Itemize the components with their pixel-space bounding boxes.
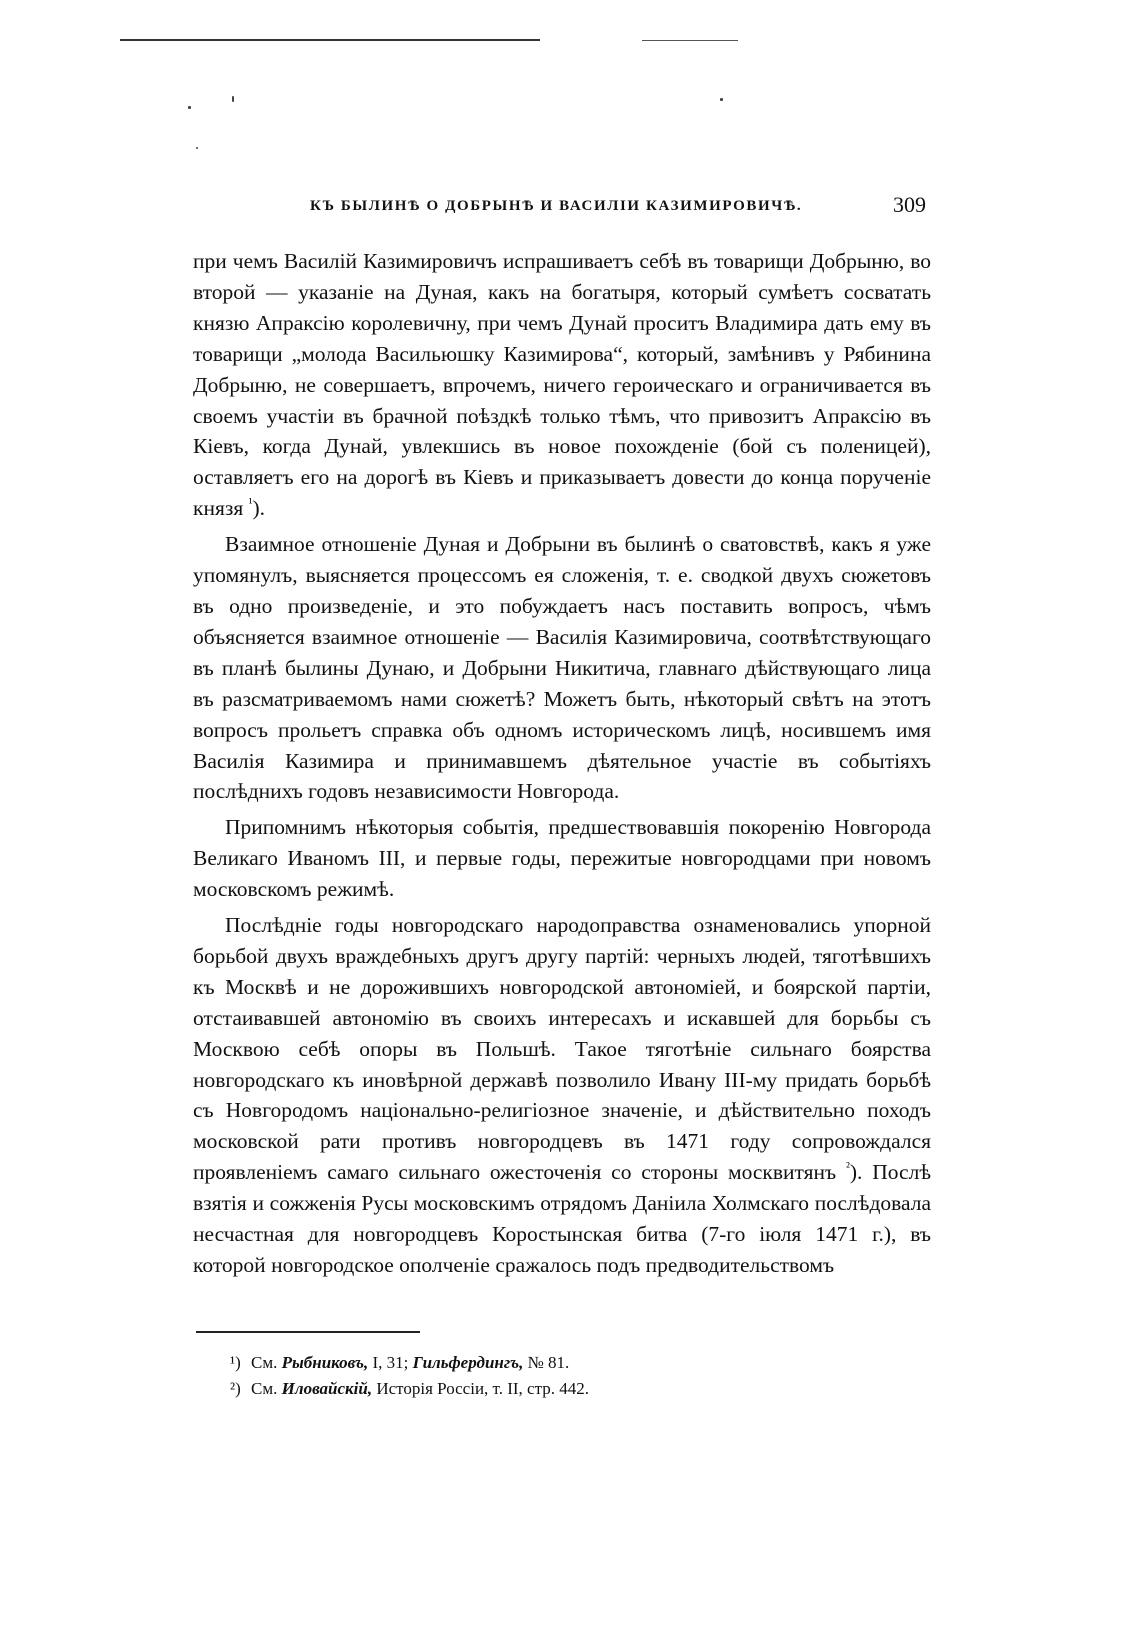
paragraph	[193, 246, 931, 524]
scan-speck	[232, 96, 234, 102]
page-header	[310, 192, 926, 220]
running-head: КЪ БЫЛИНѢ О ДОБРЫНѢ И ВАСИЛІИ КАЗИМИРОВИЧѢ.	[310, 198, 803, 214]
paragraph-text: Послѣдніе годы новгородскаго народоправства ознаменовались упорной борьбой двухъ враждебныхъ другъ другу партій: черныхъ людей, тяготѣвшихъ къ Москвѣ и не дорожившихъ новгородской автономіей, и боярской партіи, отстаивавшей автономію въ своихъ интересахъ и искавшей для борьбы съ Москвою себѣ опоры въ Польшѣ. Такое тяготѣніе сильнаго боярства новгородскаго къ иновѣрной державѣ позволило Ивану III-му придать борьбѣ съ Новгородомъ національно-религіозное значеніе, и дѣйствительно походъ московской рати противъ новгородцевъ въ 1471 году сопровождался проявленіемъ самаго сильнаго ожесточенія со стороны москвитянъ	[193, 913, 931, 1185]
footnotes	[230, 1350, 830, 1402]
paragraph-text: ).	[252, 496, 266, 521]
footnote-mark: ¹)	[230, 1353, 241, 1372]
footnote-ref-text: Исторія Россіи, т. II, стр. 442.	[376, 1379, 589, 1398]
paragraph	[193, 529, 931, 807]
footnote	[230, 1350, 830, 1376]
footnote-mark: ²)	[230, 1379, 241, 1398]
footnote-prefix: См.	[251, 1353, 278, 1372]
footnote-author: Рыбниковъ,	[281, 1353, 369, 1372]
paragraph-text: ). Послѣ взятія и сожженія Русы московскимъ отрядомъ Даніила Холмскаго послѣдовала несчастная для новгородцевъ Коростынская битва (7-го іюля 1471 г.), въ которой новгородское ополченіе сражалось подъ предводительствомъ	[193, 1160, 931, 1277]
page-number: 309	[893, 192, 926, 217]
paragraph	[193, 812, 931, 905]
footnote-ref: ²	[845, 1159, 850, 1175]
body-text	[193, 246, 931, 1281]
scan-edge-line	[120, 39, 540, 41]
paragraph-text: Припомнимъ нѣкоторыя событія, предшествовавшія покоренію Новгорода Великаго Иваномъ III, и первые годы, пережитые новгородцами при новомъ московскомъ режимѣ.	[193, 815, 931, 902]
footnote-divider	[196, 1331, 420, 1333]
footnote-ref: ¹	[248, 495, 253, 511]
scan-speck	[196, 147, 198, 149]
scan-edge-line	[642, 40, 738, 41]
scan-speck	[720, 98, 723, 101]
footnote-author: Гильфердингъ,	[412, 1353, 524, 1372]
footnote-prefix: См.	[251, 1379, 278, 1398]
paragraph-text: Взаимное отношеніе Дуная и Добрыни въ былинѣ о сватовствѣ, какъ я уже упомянулъ, выясняется процессомъ ея сложенія, т. е. сводкой двухъ сюжетовъ въ одно произведеніе, и это побуждаетъ насъ поставить вопросъ, чѣмъ объясняется взаимное отношеніе — Василія Казимировича, соотвѣтствующаго въ планѣ былины Дунаю, и Добрыни Никитича, главнаго дѣйствующаго лица въ разсматриваемомъ нами сюжетѣ? Можетъ быть, нѣкоторый свѣтъ на этотъ вопросъ прольетъ справка объ одномъ историческомъ лицѣ, носившемъ имя Василія Казимира и принимавшемъ дѣятельное участіе въ событіяхъ послѣднихъ годовъ независимости Новгорода.	[193, 532, 931, 804]
footnote-ref-text: I, 31;	[372, 1353, 409, 1372]
footnote-ref-text: № 81.	[527, 1353, 570, 1372]
scan-speck	[188, 106, 191, 109]
paragraph-text: при чемъ Василій Казимировичъ испрашиваетъ себѣ въ товарищи Добрыню, во второй — указаніе на Дуная, какъ на богатыря, который сумѣетъ сосватать князю Апраксію королевичну, при чемъ Дунай проситъ Владимира дать ему въ товарищи „молода Васильюшку Казимирова“, который, замѣнивъ у Рябинина Добрыню, не совершаетъ, впрочемъ, ничего героическаго и ограничивается въ своемъ участіи въ брачной поѣздкѣ только тѣмъ, что привозитъ Апраксію въ Кіевъ, когда Дунай, увлекшись въ новое похожденіе (бой съ поленицей), оставляетъ его на дорогѣ въ Кіевъ и приказываетъ довести до конца порученіе князя	[193, 249, 931, 521]
footnote-author: Иловайскій,	[281, 1379, 373, 1398]
paragraph	[193, 910, 931, 1281]
footnote	[230, 1376, 830, 1402]
